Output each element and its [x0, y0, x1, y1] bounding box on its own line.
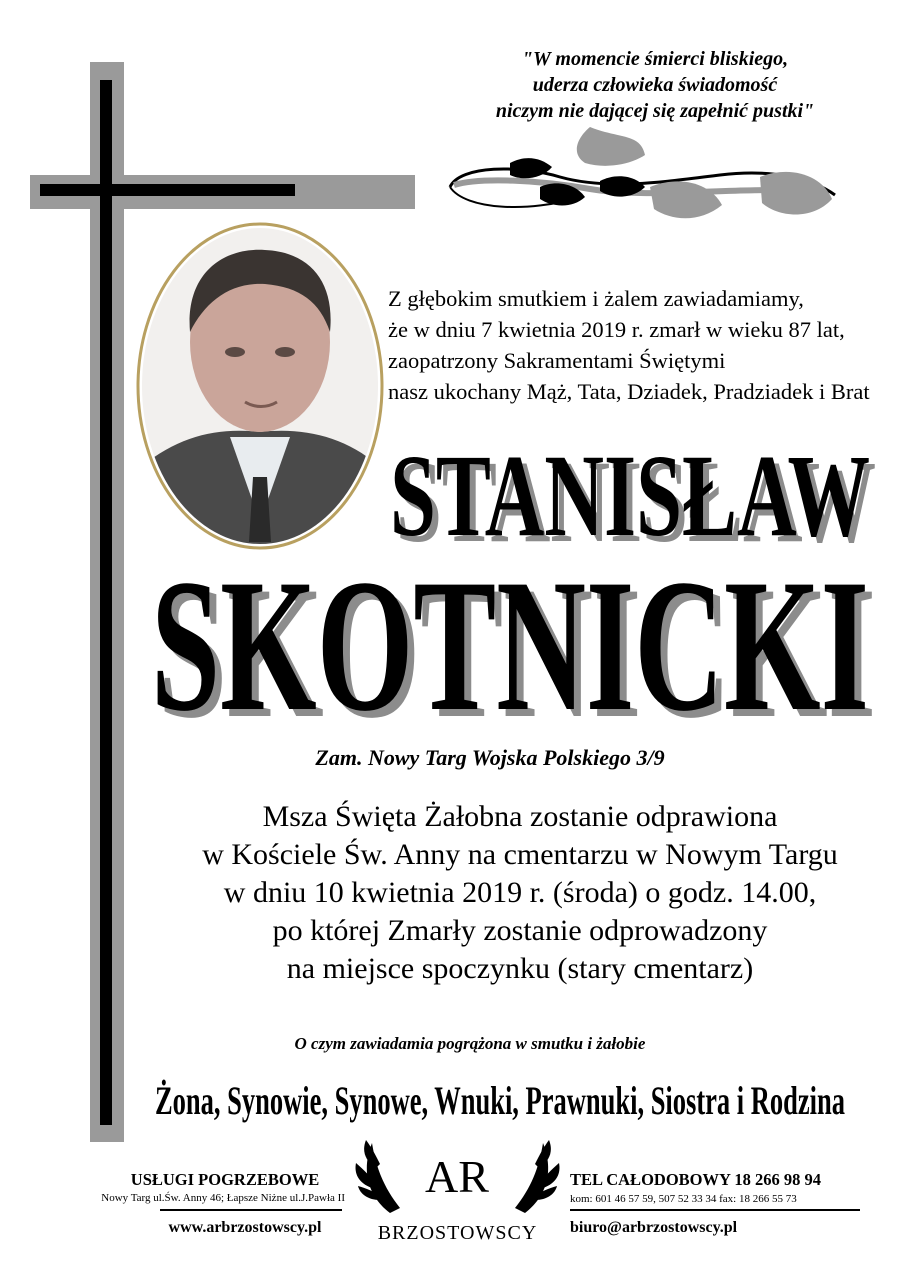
mass-line: na miejsce spoczynku (stary cmentarz)	[286, 952, 754, 985]
intro-line: że w dniu 7 kwietnia 2019 r. zmarł w wieku 87 lat,	[388, 317, 845, 342]
cross-vertical	[100, 80, 112, 1125]
intro-line: nasz ukochany Mąż, Tata, Dziadek, Pradziadek i Brat	[388, 379, 870, 404]
website-link[interactable]: www.arbrzostowscy.pl	[168, 1219, 322, 1236]
funeral-services-title: USŁUGI POGRZEBOWE	[130, 1170, 320, 1189]
logo-letters: AR	[425, 1151, 489, 1202]
family-text: Żona, Synowie, Synowe, Wnuki, Prawnuki, Siostra i Rodzina	[155, 1078, 845, 1123]
ivy-ornament-icon	[440, 125, 840, 240]
footer-divider-left	[160, 1209, 342, 1211]
quote-line: niczym nie dającej się zapełnić pustki"	[495, 100, 815, 122]
mass-line: w Kościele Św. Anny na cmentarzu w Nowym Targu	[202, 838, 838, 871]
footer-divider-right	[570, 1209, 860, 1211]
announcement-intro	[388, 283, 893, 407]
family-list	[130, 1070, 870, 1130]
mourning-notice: O czym zawiadamia pogrążona w smutku i żałobie	[294, 1034, 646, 1053]
quote	[420, 46, 890, 124]
first-name	[380, 430, 880, 555]
mass-line: po której Zmarły zostanie odprowadzony	[272, 914, 768, 947]
last-name	[140, 545, 880, 725]
phone-title: TEL CAŁODOBOWY 18 266 98 94	[570, 1170, 822, 1189]
cross-horizontal	[40, 184, 295, 196]
mass-line: w dniu 10 kwietnia 2019 r. (środa) o godz. 14.00,	[223, 876, 817, 909]
funeral-services-address: Nowy Targ ul.Św. Anny 46; Łapsze Niżne ul.J.Pawła II	[101, 1192, 345, 1204]
intro-line: zaopatrzony Sakramentami Świętymi	[388, 348, 726, 373]
residence-address: Zam. Nowy Targ Wojska Polskiego 3/9	[315, 745, 665, 770]
last-name-shadow: SKOTNICKI	[158, 548, 876, 725]
ar-logo	[350, 1128, 565, 1218]
last-name-text: SKOTNICKI	[151, 545, 869, 725]
brand-name: BRZOSTOWSCY	[377, 1222, 538, 1244]
mass-line: Msza Święta Żałobna zostanie odprawiona	[262, 800, 778, 833]
first-name-shadow: STANISŁAW	[396, 436, 876, 555]
intro-line: Z głębokim smutkiem i żalem zawiadamiamy,	[388, 286, 804, 311]
email-link[interactable]: biuro@arbrzostowscy.pl	[570, 1219, 738, 1236]
quote-line: "W momencie śmierci bliskiego,	[521, 48, 789, 70]
portrait-photo	[135, 222, 385, 550]
phone-numbers: kom: 601 46 57 59, 507 52 33 34 fax: 18 266 55 73	[570, 1193, 797, 1205]
funeral-mass-info	[130, 798, 910, 988]
first-name-text: STANISŁAW	[390, 430, 870, 555]
quote-line: uderza człowieka świadomość	[532, 74, 778, 96]
